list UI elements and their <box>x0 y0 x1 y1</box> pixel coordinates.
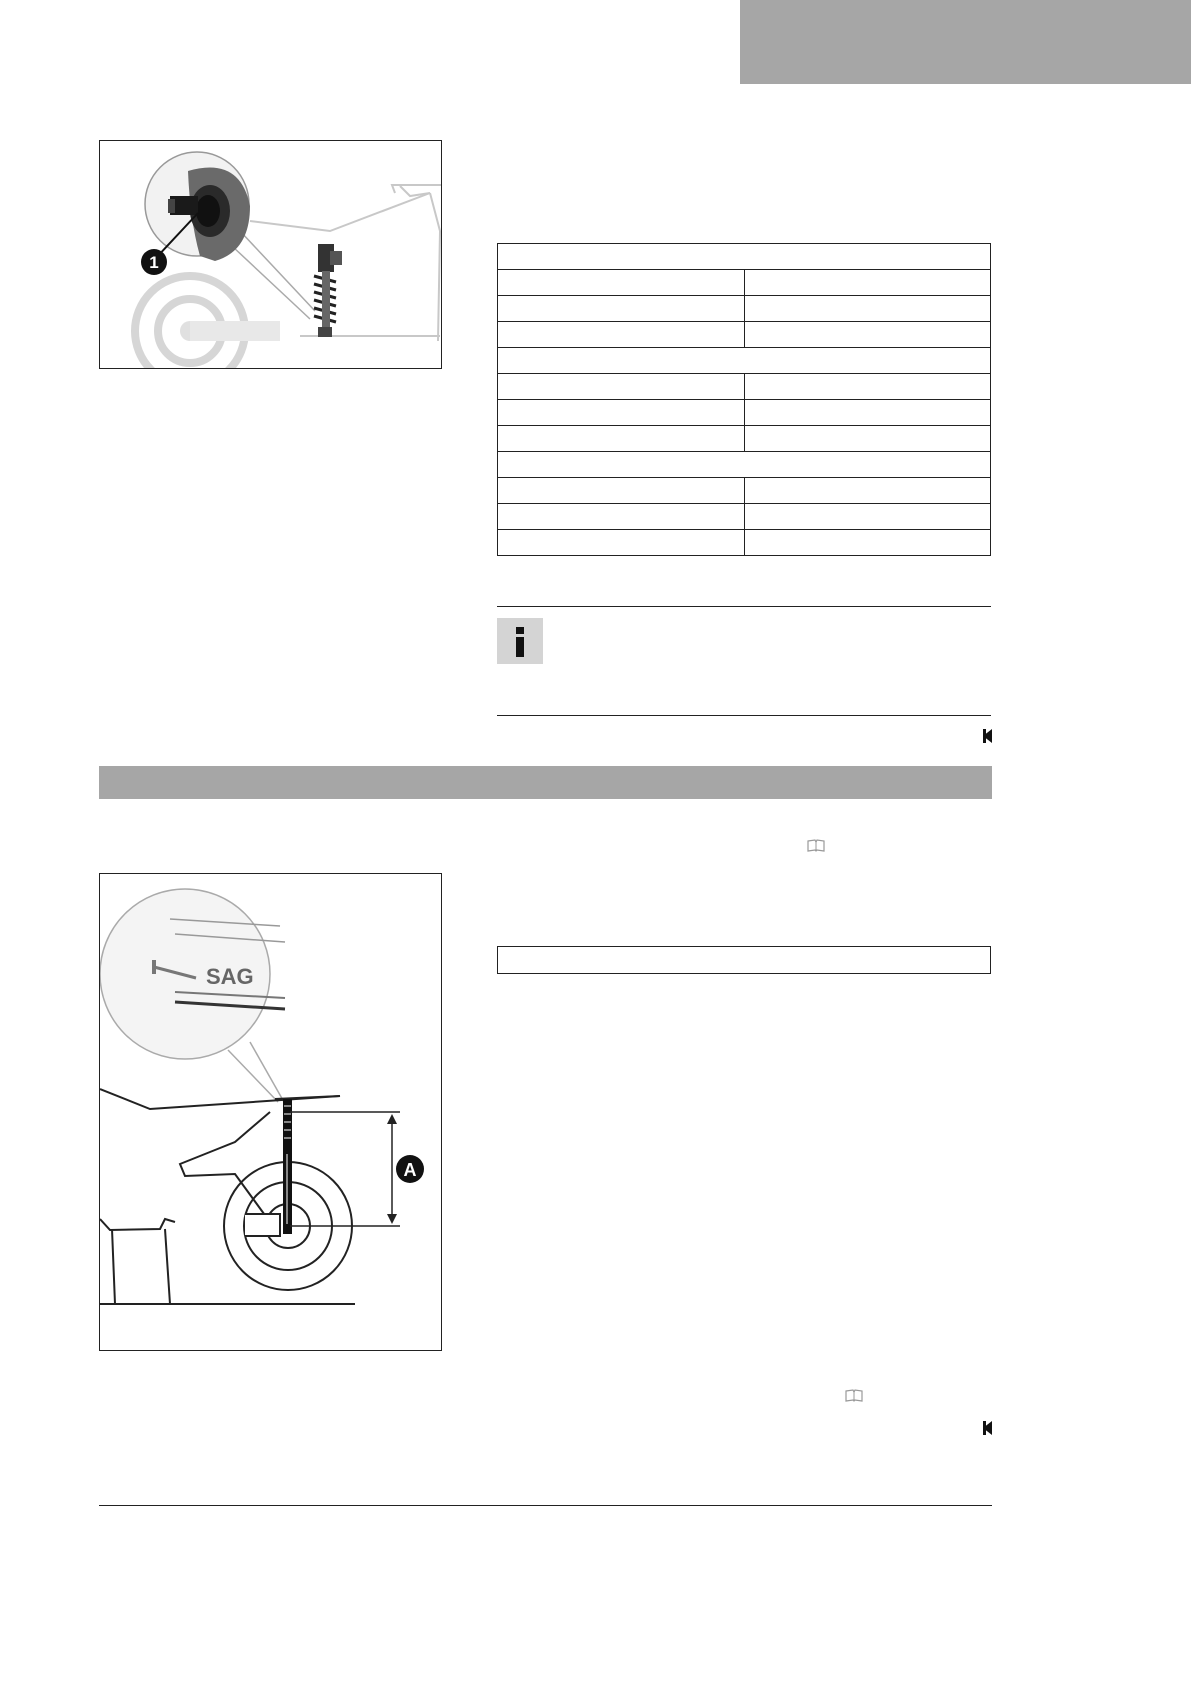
manual-reference-icon[interactable] <box>807 839 825 852</box>
table-cell-label <box>498 530 745 556</box>
sag-measurement-illustration <box>100 874 441 1350</box>
shock-adjuster-illustration <box>100 141 441 368</box>
table-cell-label <box>498 504 745 530</box>
table-cell-value <box>744 504 991 530</box>
footer-rule <box>99 1505 992 1506</box>
table-cell-value <box>744 270 991 296</box>
table-row <box>498 322 991 348</box>
table-group-header <box>498 348 991 374</box>
table-cell-value <box>744 296 991 322</box>
end-of-section-icon <box>983 1421 992 1435</box>
table-row <box>498 296 991 322</box>
table-row <box>498 478 991 504</box>
table-row <box>498 348 991 374</box>
chapter-header-tab <box>740 0 1191 84</box>
table-cell-label <box>498 478 745 504</box>
sag-sticker-label: SAG <box>206 964 254 989</box>
table-cell-label <box>498 400 745 426</box>
table-cell-label <box>498 374 745 400</box>
table-row <box>498 374 991 400</box>
figure-sag-measurement <box>99 873 442 1351</box>
table-row <box>498 400 991 426</box>
table-cell-label <box>498 270 745 296</box>
table-group-header <box>498 244 991 270</box>
table-row <box>498 244 991 270</box>
table-row <box>498 426 991 452</box>
table-row <box>498 530 991 556</box>
note-bottom-rule <box>497 715 991 716</box>
spec-table <box>497 243 991 556</box>
table-row <box>498 452 991 478</box>
info-icon <box>497 618 543 664</box>
table-cell-value <box>744 530 991 556</box>
table-row <box>498 270 991 296</box>
table-group-header <box>498 452 991 478</box>
table-cell-label <box>498 322 745 348</box>
section-heading-bar <box>99 766 992 799</box>
table-cell-value <box>744 426 991 452</box>
table-cell-label <box>498 426 745 452</box>
figure-shock-adjuster <box>99 140 442 369</box>
spec-value-box <box>497 946 991 974</box>
end-of-section-icon <box>983 729 992 743</box>
table-cell-label <box>498 296 745 322</box>
table-cell-value <box>744 400 991 426</box>
table-row <box>498 504 991 530</box>
note-top-rule <box>497 606 991 607</box>
callout-1-label: 1 <box>149 253 159 272</box>
table-cell-value <box>744 374 991 400</box>
callout-a-label: A <box>403 1160 417 1180</box>
table-cell-value <box>744 478 991 504</box>
table-cell-value <box>744 322 991 348</box>
manual-reference-icon[interactable] <box>845 1389 863 1402</box>
